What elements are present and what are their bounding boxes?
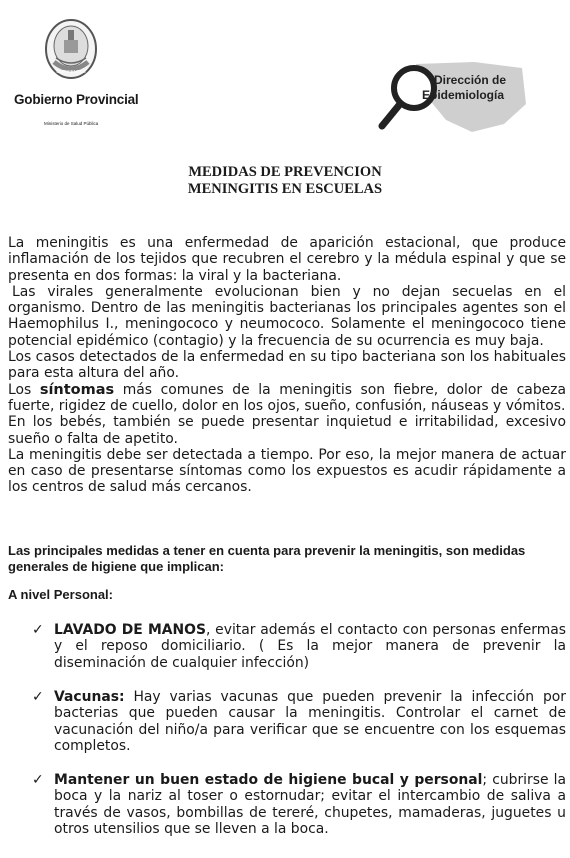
section-personal-heading: A nivel Personal: (8, 587, 113, 602)
symptoms-post: más comunes de la meningitis son fiebre, dolor de cabeza fuerte, rigidez de cuello, dolor en los ojos, sueño, confusión, náuseas y vómitos. (8, 381, 566, 414)
item-text: , evitar además el contacto con personas enfermas y el reposo domiciliario. ( Es la mejor manera de prevenir la diseminación de cualquier infección) (54, 622, 566, 671)
item-text: Hay varias vacunas que pueden prevenir la infección por bacterias que pueden causar la meningitis. Controlar el carnet de vacunación del niño/a para verificar que se encuentre con los esquemas completos. (54, 689, 566, 754)
checkmark-icon: ✓ (32, 689, 44, 705)
item-keyword: Vacunas: (54, 689, 125, 705)
document-title-line1: MEDIDAS DE PREVENCION (188, 164, 382, 180)
checkmark-icon: ✓ (32, 622, 44, 638)
seal-text: CORRIENTES (56, 69, 86, 74)
magnifier-map-logo-icon (376, 58, 528, 134)
paragraph-cases: Los casos detectados de la enfermedad en su tipo bacteriana son los habituales para esta altura del año. (8, 349, 566, 382)
gov-subtitle: Ministerio de Salud Pública (44, 121, 99, 126)
item-keyword: Mantener un buen estado de higiene bucal y personal (54, 772, 483, 788)
province-seal-icon (44, 18, 98, 80)
gov-title: Gobierno Provincial (14, 92, 139, 107)
intro-body (8, 235, 566, 496)
item-text: ; cubrirse la boca y la nariz al toser o estornudar; evitar el intercambio de saliva a través de vasos, bombillas de tereré, chupetes, mamaderas, juguetes u otros utensilios que se lleven a la boca. (54, 772, 566, 837)
measures-lead: Las principales medidas a tener en cuenta para prevenir la meningitis, son medidas generales de higiene que implican: (8, 543, 526, 574)
symptoms-keyword: síntomas (39, 381, 115, 398)
logo-line1: Dirección de (434, 73, 507, 87)
symptoms-pre: Los (8, 381, 32, 398)
paragraph-babies: En los bebés, también se puede presentar inquietud e irritabilidad, excesivo sueño o falta de apetito. (8, 414, 566, 447)
paragraph-intro: La meningitis es una enfermedad de aparición estacional, que produce inflamación de los tejidos que recubren el cerebro y la médula espinal y que se presenta en dos formas: la viral y la bacteriana. (8, 235, 566, 284)
logo-line2: Epidemiología (422, 88, 505, 102)
checkmark-icon: ✓ (32, 772, 44, 788)
paragraph-detection: La meningitis debe ser detectada a tiempo. Por eso, la mejor manera de actuar en caso de presentarse síntomas como los expuestos es acudir rápidamente a los centros de salud más cercanos. (8, 446, 566, 496)
item-keyword: LAVADO DE MANOS (54, 622, 206, 638)
paragraph-viral: Las virales generalmente evolucionan bien y no dejan secuelas en el organismo. Dentro de las meningitis bacterianas los principales agentes son el Haemophilus I., meningococo y neumococo. Solamente el meningococo tiene potencial epidémico (contagio) y la frecuencia de su ocurrencia es muy baja. (8, 283, 566, 349)
document-title-line2: MENINGITIS EN ESCUELAS (187, 181, 383, 197)
paragraph-symptoms (8, 382, 566, 415)
